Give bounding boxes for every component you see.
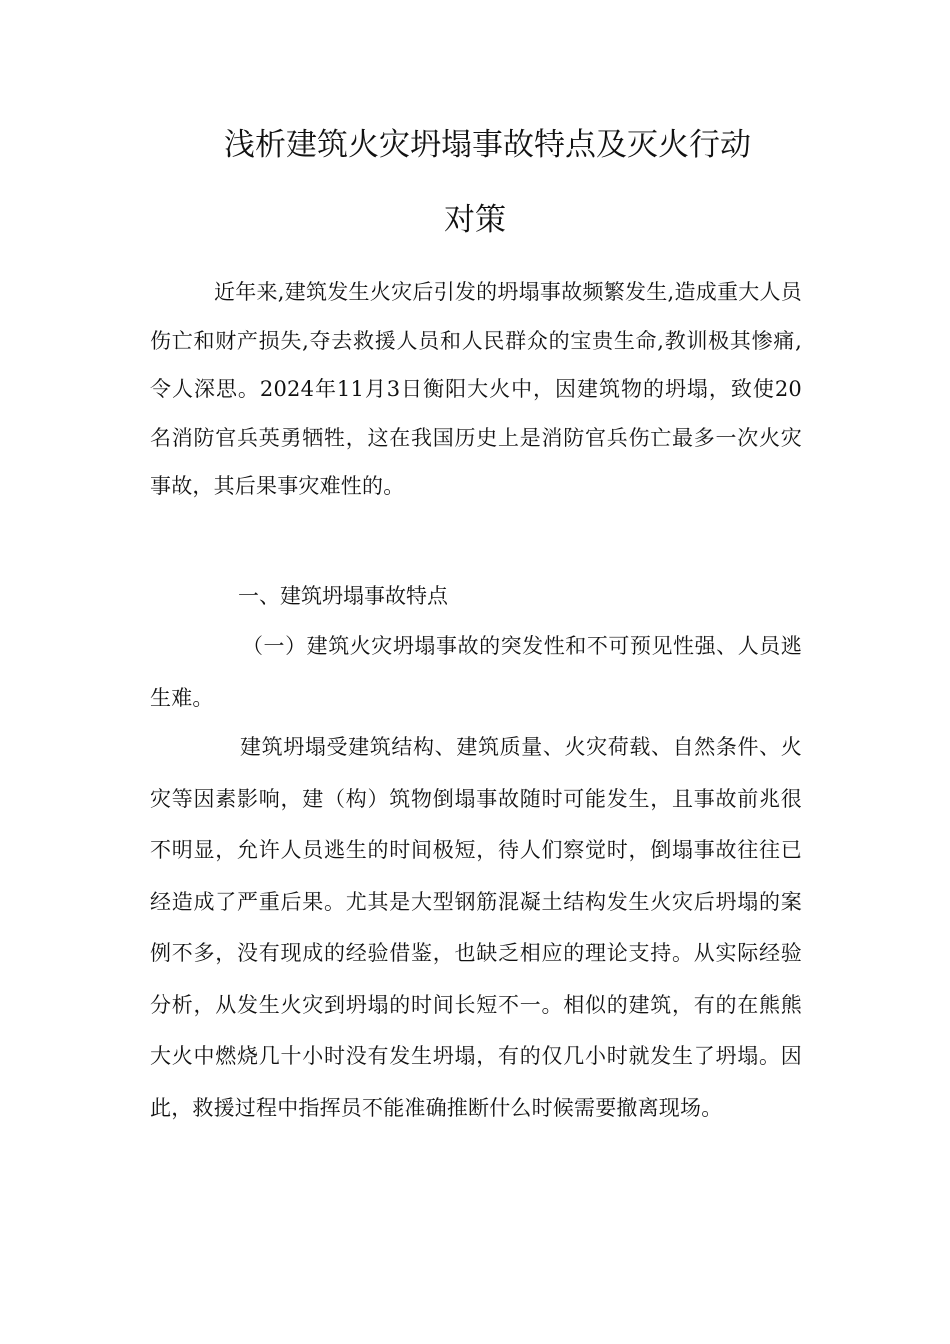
document-title-line-1: 浅析建筑火灾坍塌事故特点及灭火行动 xyxy=(224,127,751,163)
section-heading: 一、建筑坍塌事故特点 xyxy=(238,584,448,608)
document-title-line-2: 对策 xyxy=(444,202,506,238)
intro-paragraph: 近年来,建筑发生火灾后引发的坍塌事故频繁发生,造成重大人员伤亡和财产损失,夺去救援人员和人民群众的宝贵生命,教训极其惨痛,令人深思。2024年11月3日衡阳大火中，因建筑物的坍塌，致使20名消防官兵英勇牺牲，这在我国历史上是消防官兵伤亡最多一次火灾事故，其后果事灾难性的。 xyxy=(150,280,802,498)
subsection-heading: （一）建筑火灾坍塌事故的突发性和不可预见性强、人员逃生难。 xyxy=(150,634,802,710)
body-paragraph: 建筑坍塌受建筑结构、建筑质量、火灾荷载、自然条件、火灾等因素影响，建（构）筑物倒塌事故随时可能发生，且事故前兆很不明显，允许人员逃生的时间极短，待人们察觉时，倒塌事故往往已经造成了严重后果。尤其是大型钢筋混凝土结构发生火灾后坍塌的案例不多，没有现成的经验借鉴，也缺乏相应的理论支持。从实际经验分析，从发生火灾到坍塌的时间长短不一。相似的建筑，有的在熊熊大火中燃烧几十小时没有发生坍塌，有的仅几小时就发生了坍塌。因此，救援过程中指挥员不能准确推断什么时候需要撤离现场。 xyxy=(150,735,802,1120)
